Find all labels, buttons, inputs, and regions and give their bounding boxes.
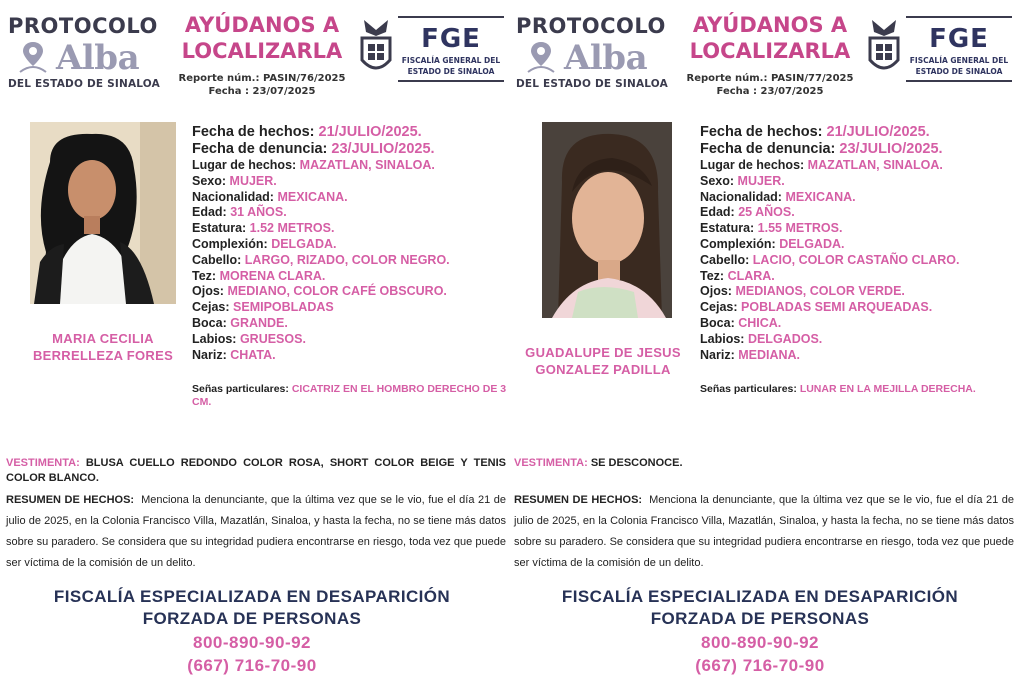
field-row: [192, 300, 510, 316]
field-label: Ojos:: [192, 284, 224, 299]
field-row: [700, 269, 1018, 285]
fiscalia-title: [2, 586, 502, 630]
summary: [514, 490, 1014, 574]
field-value: 25 AÑOS.: [738, 205, 795, 220]
field-value: MEDIANA.: [738, 347, 801, 362]
field-label: Sexo:: [192, 173, 227, 188]
senas-label: Señas particulares:: [192, 383, 289, 395]
field-row: [700, 332, 1018, 348]
field-label: Cejas:: [700, 300, 738, 315]
field-value: MEXICANA.: [785, 189, 856, 204]
summary: [6, 490, 506, 574]
field-label: Tez:: [192, 268, 217, 283]
report-number: Reporte núm.: PASIN/76/2025: [178, 73, 346, 84]
field-row: [192, 158, 510, 174]
resumen-value: Menciona la denunciante, que la última vez que se le vio, fue el día 21 de julio de 2025, en la Colonia Francisco Villa, Mazatlán, Sinaloa, y hasta la fecha, no se tiene más datos sobre su paradero. Se considera que su integridad pudiera encontrarse en riesgo, toda vez que puede ser víctima de la comisión de un delito.: [6, 494, 506, 569]
field-fecha-hechos: [192, 124, 510, 141]
field-value: MAZATLAN, SINALOA.: [299, 158, 435, 172]
phone-tollfree: 800-890-90-92: [192, 633, 312, 652]
field-fecha-denuncia: [192, 141, 510, 158]
resumen-value: Menciona la denunciante, que la última vez que se le vio, fue el día 21 de julio de 2025, en la Colonia Francisco Villa, Mazatlán, Sinaloa, y hasta la fecha, no se tiene más datos sobre su paradero. Se considera que su integridad pudiera encontrarse en riesgo, toda vez que puede ser víctima de la comisión de un delito.: [514, 494, 1014, 569]
field-row: [192, 237, 510, 253]
field-value: DELGADA.: [271, 236, 337, 251]
field-value: 21/JULIO/2025.: [826, 124, 930, 140]
protocolo-label: PROTOCOLO: [8, 14, 158, 38]
person-details: [700, 124, 1018, 363]
field-label: Nariz:: [700, 347, 735, 362]
field-label: Fecha de hechos:: [700, 124, 823, 140]
field-label: Boca:: [192, 315, 227, 330]
person-name: [8, 330, 198, 364]
fge-logo: [906, 16, 1012, 82]
poster-header: [2, 8, 510, 100]
protocolo-label: PROTOCOLO: [516, 14, 666, 38]
field-row: [192, 269, 510, 285]
field-label: Complexión:: [700, 236, 776, 251]
field-row: [700, 316, 1018, 332]
phone-local: (667) 716-70-90: [695, 656, 825, 675]
field-value: LACIO, COLOR CASTAÑO CLARO.: [752, 252, 960, 267]
headline: [172, 12, 352, 64]
field-value: MORENA CLARA.: [219, 268, 326, 283]
field-row: [192, 174, 510, 190]
fiscalia-line-2: FORZADA DE PERSONAS: [142, 609, 362, 628]
field-label: Fecha de hechos:: [192, 124, 315, 140]
alba-logo-text: Alba: [564, 38, 648, 78]
field-label: Labios:: [192, 331, 237, 346]
field-label: Edad:: [192, 205, 227, 220]
vestimenta-label: VESTIMENTA:: [6, 457, 80, 469]
field-row: [700, 190, 1018, 206]
field-row: [192, 253, 510, 269]
field-row: [700, 237, 1018, 253]
headline-line-2: LOCALIZARLA: [181, 39, 343, 63]
field-label: Cabello:: [192, 252, 242, 267]
field-value: 1.52 METROS.: [249, 221, 335, 236]
senas-value: LUNAR EN LA MEJILLA DERECHA.: [799, 383, 976, 395]
vestimenta-label: VESTIMENTA:: [514, 457, 588, 469]
distinguishing-marks: [192, 383, 508, 409]
field-row: [192, 332, 510, 348]
field-row: [192, 221, 510, 237]
field-label: Ojos:: [700, 284, 732, 299]
estado-label: DEL ESTADO DE SINALOA: [8, 78, 160, 90]
person-name-line-1: MARIA CECILIA: [52, 331, 154, 346]
field-value: CHICA.: [738, 315, 782, 330]
field-label: Fecha de denuncia:: [192, 141, 328, 157]
alert-poster-1: [2, 0, 510, 682]
headline-line-1: AYÚDANOS A: [184, 13, 340, 37]
fge-title: FGE: [929, 24, 989, 54]
distinguishing-marks: [700, 383, 1016, 396]
field-label: Fecha de denuncia:: [700, 141, 836, 157]
fiscalia-title: [510, 586, 1010, 630]
field-row: [700, 221, 1018, 237]
alert-poster-2: [510, 0, 1018, 682]
report-info: [680, 72, 860, 98]
field-value: 21/JULIO/2025.: [318, 124, 422, 140]
field-row: [192, 205, 510, 221]
field-row: [700, 348, 1018, 364]
vestimenta-value: SE DESCONOCE.: [590, 457, 683, 469]
phone-tollfree: 800-890-90-92: [700, 633, 820, 652]
person-name: [510, 344, 696, 378]
fge-title: FGE: [421, 24, 481, 54]
field-value: POBLADAS SEMI ARQUEADAS.: [741, 300, 933, 315]
field-row: [700, 174, 1018, 190]
clothing: [6, 456, 506, 486]
headline-line-2: LOCALIZARLA: [689, 39, 851, 63]
field-label: Estatura:: [700, 221, 755, 236]
field-value: MUJER.: [737, 173, 785, 188]
poster-header: [510, 8, 1018, 100]
report-number: Reporte núm.: PASIN/77/2025: [686, 73, 854, 84]
headline: [680, 12, 860, 64]
field-label: Estatura:: [192, 221, 247, 236]
field-value: DELGADA.: [779, 236, 845, 251]
field-label: Tez:: [700, 268, 725, 283]
phone-local: (667) 716-70-90: [187, 656, 317, 675]
field-label: Lugar de hechos:: [700, 158, 805, 172]
resumen-label: RESUMEN DE HECHOS:: [514, 494, 643, 506]
fge-subtitle-1: FISCALÍA GENERAL DEL: [401, 56, 501, 65]
state-seal-icon: [358, 16, 394, 80]
location-pin-icon: [18, 40, 48, 74]
field-label: Lugar de hechos:: [192, 158, 297, 172]
field-value: MAZATLAN, SINALOA.: [807, 158, 943, 172]
field-value: GRUESOS.: [239, 331, 306, 346]
field-label: Cejas:: [192, 300, 230, 315]
field-row: [192, 190, 510, 206]
field-label: Nariz:: [192, 347, 227, 362]
vestimenta-value: BLUSA CUELLO REDONDO COLOR ROSA, SHORT COLOR BEIGE Y TENIS COLOR BLANCO.: [6, 457, 506, 484]
fiscalia-line-1: FISCALÍA ESPECIALIZADA EN DESAPARICIÓN: [53, 587, 451, 606]
field-label: Labios:: [700, 331, 745, 346]
field-value: 1.55 METROS.: [757, 221, 843, 236]
field-value: LARGO, RIZADO, COLOR NEGRO.: [244, 252, 450, 267]
person-name-line-1: GUADALUPE DE JESUS: [525, 345, 681, 360]
report-date: Fecha : 23/07/2025: [208, 86, 316, 97]
headline-line-1: AYÚDANOS A: [692, 13, 848, 37]
field-row: [192, 316, 510, 332]
field-row: [192, 284, 510, 300]
field-fecha-denuncia: [700, 141, 1018, 158]
field-label: Boca:: [700, 315, 735, 330]
field-value: 23/JULIO/2025.: [331, 141, 435, 157]
person-photo: [30, 122, 176, 304]
estado-label: DEL ESTADO DE SINALOA: [516, 78, 668, 90]
field-value: GRANDE.: [230, 315, 288, 330]
fiscalia-line-2: FORZADA DE PERSONAS: [650, 609, 870, 628]
field-value: MEXICANA.: [277, 189, 348, 204]
senas-label: Señas particulares:: [700, 383, 797, 395]
field-value: 23/JULIO/2025.: [839, 141, 943, 157]
field-label: Nacionalidad:: [700, 189, 782, 204]
field-row: [700, 158, 1018, 174]
clothing: [514, 456, 1014, 471]
field-label: Nacionalidad:: [192, 189, 274, 204]
senas-value: CICATRIZ EN EL HOMBRO DERECHO DE 3 CM.: [192, 383, 507, 408]
field-fecha-hechos: [700, 124, 1018, 141]
report-info: [172, 72, 352, 98]
field-row: [700, 253, 1018, 269]
field-value: 31 AÑOS.: [230, 205, 287, 220]
field-row: [700, 205, 1018, 221]
field-value: SEMIPOBLADAS: [233, 300, 334, 315]
state-seal-icon: [866, 16, 902, 80]
field-row: [700, 284, 1018, 300]
field-value: MEDIANO, COLOR CAFÉ OBSCURO.: [227, 284, 447, 299]
fge-subtitle-1: FISCALÍA GENERAL DEL: [909, 56, 1009, 65]
alba-logo-text: Alba: [56, 38, 140, 78]
field-label: Cabello:: [700, 252, 750, 267]
field-value: CLARA.: [727, 268, 775, 283]
field-row: [700, 300, 1018, 316]
field-value: CHATA.: [230, 347, 276, 362]
field-row: [192, 348, 510, 364]
field-value: DELGADOS.: [747, 331, 823, 346]
fge-logo: [398, 16, 504, 82]
person-photo: [542, 122, 672, 318]
resumen-label: RESUMEN DE HECHOS:: [6, 494, 135, 506]
fge-subtitle-2: ESTADO DE SINALOA: [407, 67, 495, 76]
location-pin-icon: [526, 40, 556, 74]
person-name-line-2: GONZALEZ PADILLA: [535, 362, 671, 377]
field-value: MEDIANOS, COLOR VERDE.: [735, 284, 905, 299]
field-label: Complexión:: [192, 236, 268, 251]
report-date: Fecha : 23/07/2025: [716, 86, 824, 97]
fiscalia-line-1: FISCALÍA ESPECIALIZADA EN DESAPARICIÓN: [561, 587, 959, 606]
fge-subtitle-2: ESTADO DE SINALOA: [915, 67, 1003, 76]
field-label: Edad:: [700, 205, 735, 220]
field-value: MUJER.: [229, 173, 277, 188]
field-label: Sexo:: [700, 173, 735, 188]
person-name-line-2: BERRELLEZA FORES: [32, 348, 174, 363]
person-details: [192, 124, 510, 363]
